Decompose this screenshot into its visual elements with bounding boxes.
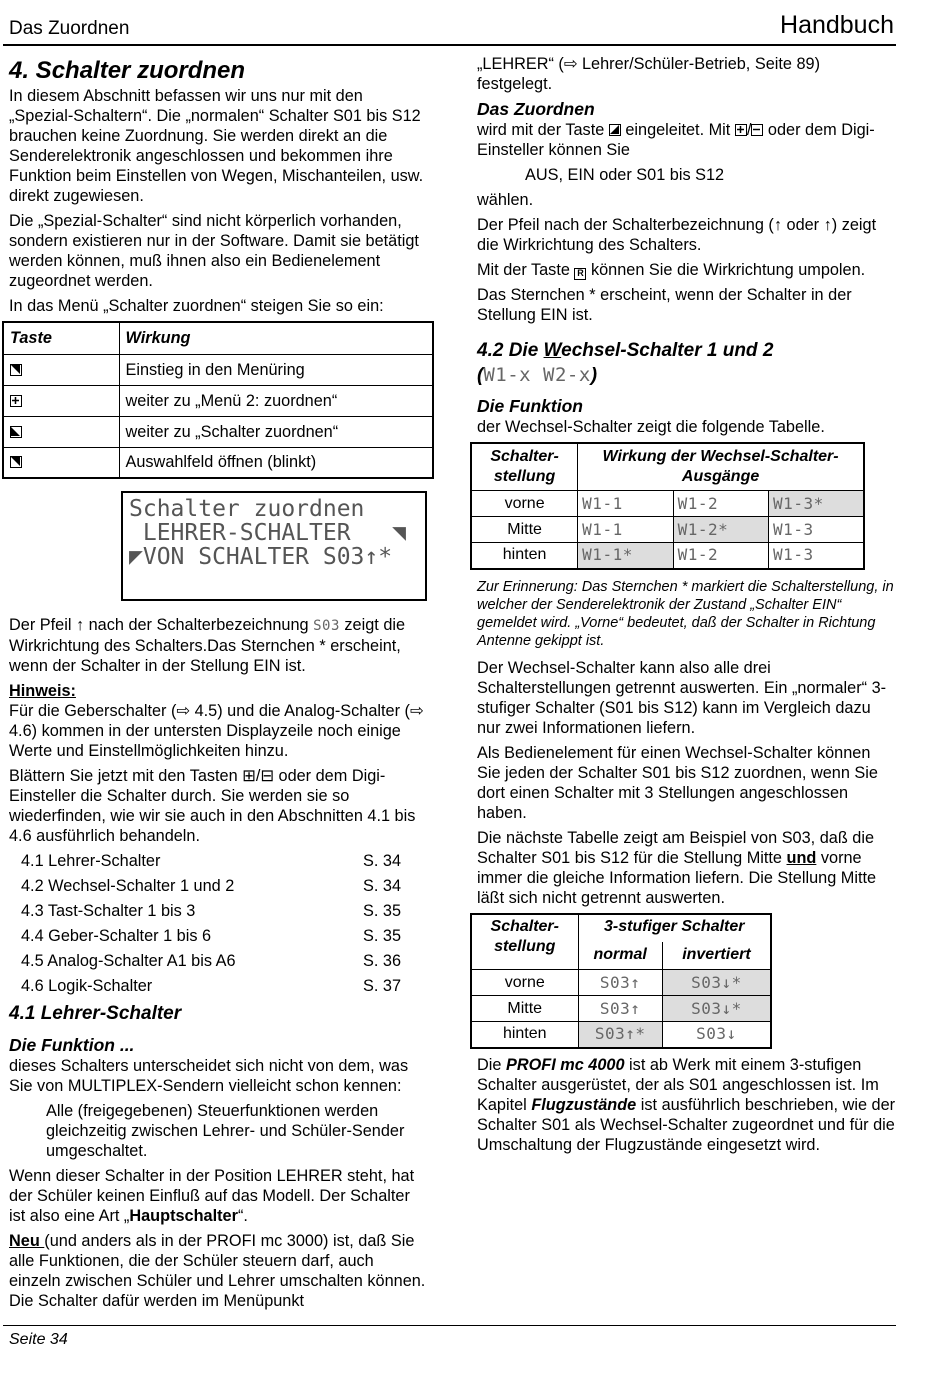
paragraph: Blättern Sie jetzt mit den Tasten ⊞/⊟ oder dem Digi-Einsteller die Schalter durch. Sie werden sie so wiederfinden, wie wir sie auch in den Abschnitten 4.1 bis 4.6 ausführlich behandeln. xyxy=(9,767,416,845)
select-key-icon xyxy=(609,124,621,136)
paragraph: wählen. xyxy=(477,191,534,209)
paragraph: Für die Geberschalter (⇨ 4.5) und die Analog-Schalter (⇨ 4.6) kommen in der untersten Displayzeile noch einige Werte und Einstellmöglichkeiten hinzu. xyxy=(9,702,424,760)
footer-divider xyxy=(3,1325,896,1326)
table-cell: Einstieg in den Menüring xyxy=(119,354,433,385)
paragraph: In das Menü „Schalter zuordnen“ steigen Sie so ein: xyxy=(9,297,384,315)
col-header: invertiert xyxy=(662,942,771,970)
col-header: Schalter-stellung xyxy=(471,914,578,970)
toc-list xyxy=(9,851,427,996)
hint-title: Hinweis: xyxy=(9,682,76,700)
plus-key-icon xyxy=(10,395,22,407)
section-title: 4. Schalter zuordnen xyxy=(9,57,246,84)
subheading: Das Zuordnen xyxy=(477,99,595,119)
toc-item: 4.5 Analog-Schalter A1 bis A6 S. 36 xyxy=(21,952,402,970)
paragraph: Mit der Taste R können Sie die Wirkrichtung umpolen. xyxy=(477,261,866,279)
menu-key-table xyxy=(2,321,434,479)
paragraph: Wenn dieser Schalter in der Position LEHRER steht, hat der Schüler keinen Einfluß auf das Modell. Der Schalter ist also eine Art „Hauptschalter“. xyxy=(9,1167,415,1225)
plus-key-icon xyxy=(735,124,747,136)
page-number: Seite 34 xyxy=(9,1331,68,1348)
right-column xyxy=(477,54,897,1160)
three-position-switch-table xyxy=(470,913,772,1049)
table-row: hinten W1-1* W1-2 W1-3 xyxy=(471,543,864,569)
col-header: Wirkung der Wechsel-Schalter-Ausgänge xyxy=(578,443,864,491)
col-header: Schalter-stellung xyxy=(471,443,578,491)
col-header-wirkung: Wirkung xyxy=(119,322,433,354)
paragraph: In diesem Abschnitt befassen wir uns nur mit den „Spezial-Schaltern“. Die „normalen“ Schalter S01 bis S12 brauchen keine Zuordnung. Sie werden direkt an die Senderelektronik angeschlossen und bekommen ihre Funktion beim Einstellen von Wegen, Mischanteilen, usw. direkt zugewiesen. xyxy=(9,87,424,205)
paragraph: Die PROFI mc 4000 ist ab Werk mit einem 3-stufigen Schalter ausgerüstet, der als S01 angeschlossen ist. Im Kapitel Flugzustände ist ausführlich beschrieben, wie der Schalter S01 als Wechsel-Schalter zugeordnet und für die Umschaltung der Flugzustände eingesetzt wird. xyxy=(477,1055,896,1154)
table-row: vorne W1-1 W1-2 W1-3* xyxy=(471,491,864,517)
select-key-icon xyxy=(10,426,22,438)
subsection-title: 4.2 Die Wechsel-Schalter 1 und 2 xyxy=(477,340,774,361)
reverse-key-icon: R xyxy=(574,268,586,280)
table-cell: weiter zu „Menü 2: zuordnen“ xyxy=(119,385,433,416)
paragraph: wird mit der Taste eingeleitet. Mit / oder dem Digi-Einsteller können Sie xyxy=(477,121,875,159)
paragraph: „LEHRER“ (⇨ Lehrer/Schüler-Betrieb, Seite 89) festgelegt. xyxy=(477,55,821,93)
subheading: Die Funktion ... xyxy=(9,1035,135,1055)
minus-key-icon xyxy=(751,124,763,136)
paragraph: Als Bedienelement für einen Wechsel-Schalter können Sie jeden der Schalter S01 bis S12 zuordnen, wenn Sie dort einen Schalter mit 3 Stellungen angeschlossen haben. xyxy=(477,743,878,822)
indented-paragraph: Alle (freigegebenen) Steuerfunktionen werden gleichzeitig zwischen Lehrer- und Schüler-Sender umgeschaltet. xyxy=(46,1102,405,1160)
lcd-line: LEHRER-SCHALTER ◥ xyxy=(129,520,406,546)
subsection-title-line2: (W1-x W2-x) xyxy=(477,364,598,386)
reminder-note: Zur Erinnerung: Das Sternchen * markiert die Schalterstellung, in welcher der Senderelektronik der Zustand „Schalter EIN“ gemeldet wird. „Vorne“ bedeutet, daß der Schalter in Richtung Antenne gekippt ist. xyxy=(477,578,894,649)
header-left: Das Zuordnen xyxy=(9,18,130,39)
paragraph: Der Wechsel-Schalter kann also alle drei Schalterstellungen getrennt auswerten. Ein „normaler“ 3-stufiger Schalter (S01 bis S12) kann im Vergleich dazu nur zwei Informationen liefern. xyxy=(477,658,887,737)
enter-key-icon xyxy=(10,456,22,468)
table-cell: Auswahlfeld öffnen (blinkt) xyxy=(119,447,433,478)
paragraph: der Wechsel-Schalter zeigt die folgende Tabelle. xyxy=(477,418,825,436)
lcd-display xyxy=(121,491,427,601)
left-column xyxy=(9,54,427,1316)
header-divider xyxy=(3,44,896,46)
lcd-line: Schalter zuordnen xyxy=(129,496,365,522)
table-row: vorne S03↑ S03↓* xyxy=(471,970,771,996)
subsection-title: 4.1 Lehrer-Schalter xyxy=(9,1003,182,1024)
table-cell: weiter zu „Schalter zuordnen“ xyxy=(119,416,433,447)
col-header-taste: Taste xyxy=(3,322,119,354)
lcd-text: S03 xyxy=(313,618,340,634)
subheading: Die Funktion xyxy=(477,396,583,416)
paragraph: Der Pfeil nach der Schalterbezeichnung (↑ oder ↑) zeigt die Wirkrichtung des Schalters. xyxy=(477,216,877,254)
toc-item: 4.1 Lehrer-Schalter S. 34 xyxy=(21,852,402,870)
paragraph: dieses Schalters unterscheidet sich nicht von dem, was Sie von MULTIPLEX-Sendern vielleicht schon kennen: xyxy=(9,1057,409,1095)
toc-item: 4.6 Logik-Schalter S. 37 xyxy=(21,977,402,995)
paragraph: Neu (und anders als in der PROFI mc 3000) ist, daß Sie alle Funktionen, die der Schüler steuern darf, auch einzeln zwischen Schüler und Lehrer umschalten können. Die Schalter dafür werden im Menüpunkt xyxy=(9,1232,426,1310)
toc-item: 4.3 Tast-Schalter 1 bis 3 S. 35 xyxy=(21,902,402,920)
table-row: Mitte W1-1 W1-2* W1-3 xyxy=(471,517,864,543)
lcd-line: ◤VON SCHALTER S03↑* xyxy=(129,544,393,570)
col-header: normal xyxy=(578,942,662,970)
paragraph: Das Sternchen * erscheint, wenn der Schalter in der Stellung EIN ist. xyxy=(477,286,852,324)
toc-item: 4.4 Geber-Schalter 1 bis 6 S. 35 xyxy=(21,927,402,945)
table-row: Mitte S03↑ S03↓* xyxy=(471,996,771,1022)
indented-paragraph: AUS, EIN oder S01 bis S12 xyxy=(525,166,725,184)
toc-item: 4.2 Wechsel-Schalter 1 und 2 S. 34 xyxy=(21,877,402,895)
enter-key-icon xyxy=(10,364,22,376)
col-header: 3-stufiger Schalter xyxy=(578,914,771,942)
table-row: hinten S03↑* S03↓ xyxy=(471,1022,771,1048)
wechsel-switch-table xyxy=(470,442,865,570)
paragraph: Die „Spezial-Schalter“ sind nicht körperlich vorhanden, sondern existieren nur in der Software. Damit sie betätigt werden können, muß ihnen also ein Bedienelement zugeordnet werden. xyxy=(9,212,419,290)
paragraph: Die nächste Tabelle zeigt am Beispiel von S03, daß die Schalter S01 bis S12 für die Stellung Mitte und vorne immer die gleiche Information liefern. Die Stellung Mitte läßt sich nicht getrennt auswerten. xyxy=(477,828,877,907)
paragraph: Der Pfeil ↑ nach der Schalterbezeichnung S03 zeigt die Wirkrichtung des Schalters.Das Sternchen * erscheint, wenn der Schalter in der Stellung EIN ist. xyxy=(9,616,406,675)
header-right: Handbuch xyxy=(780,11,894,39)
